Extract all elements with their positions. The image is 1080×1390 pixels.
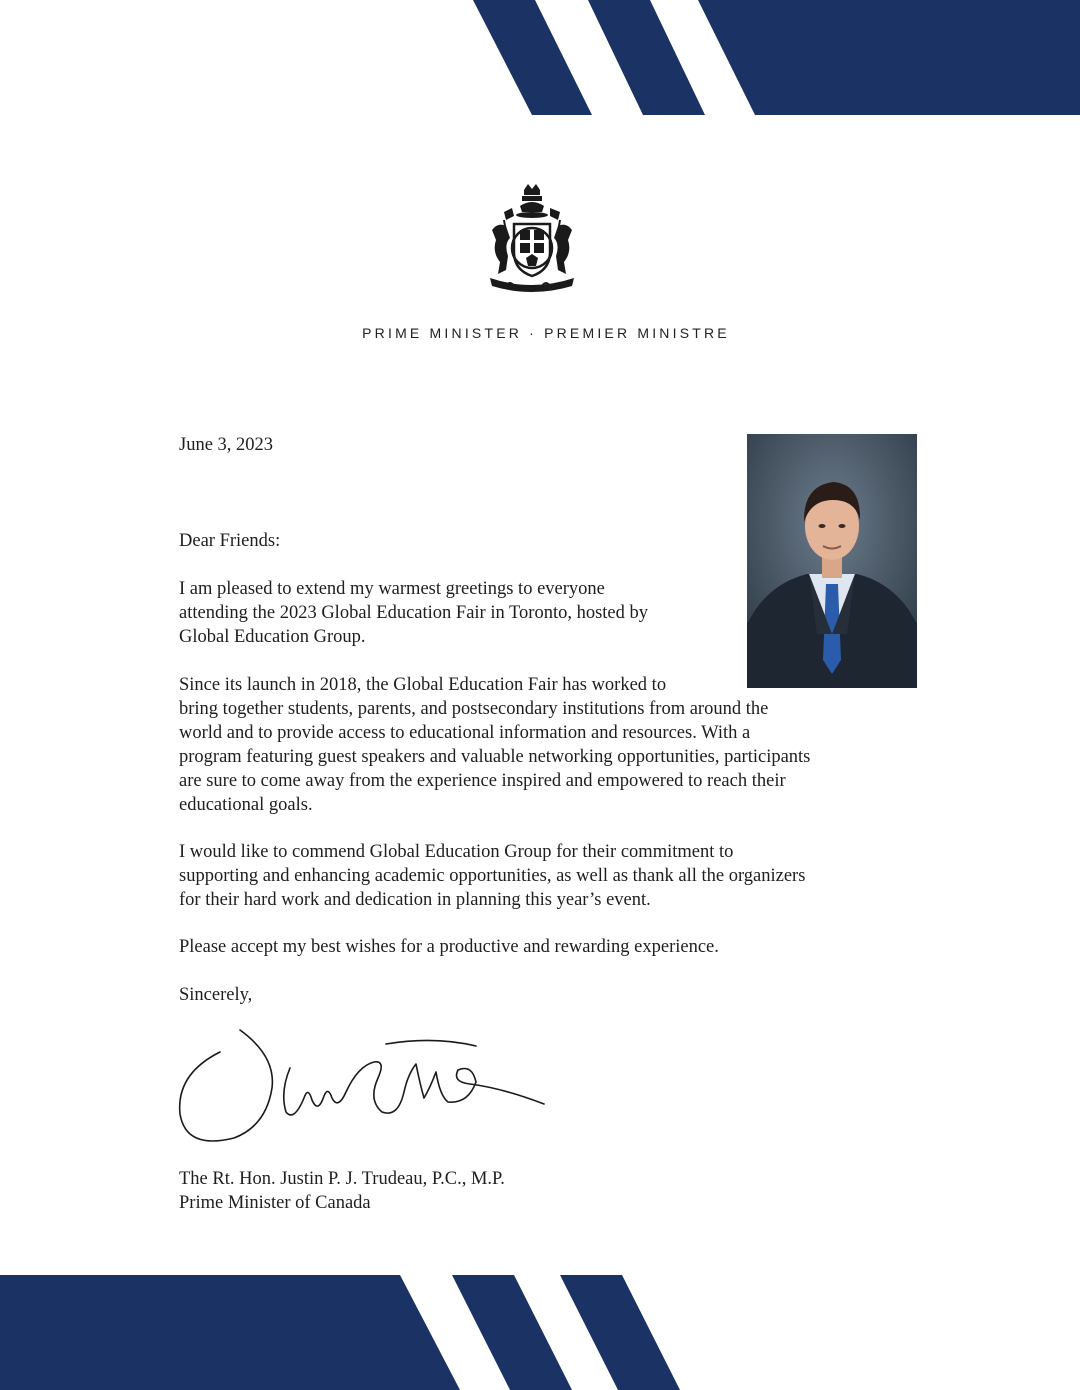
signature-block (179, 1167, 505, 1215)
portrait-illustration (747, 434, 917, 688)
coat-of-arms-icon (484, 182, 580, 300)
top-stripe-band (0, 0, 1080, 115)
paragraph-line: program featuring guest speakers and valuable networking opportunities, participants (179, 747, 811, 767)
bottom-stripe-3 (560, 1275, 680, 1390)
letter-paragraph-4 (179, 935, 899, 959)
top-stripe-2 (588, 0, 705, 115)
paragraph-line: bring together students, parents, and postsecondary institutions from around the (179, 699, 769, 719)
office-title: PRIME MINISTER · PREMIER MINISTRE (362, 325, 730, 341)
paragraph-line: educational goals. (179, 795, 313, 815)
letter-salutation: Dear Friends: (179, 531, 281, 551)
bottom-stripe-2 (452, 1275, 572, 1390)
paragraph-line: are sure to come away from the experience inspired and empowered to reach their (179, 771, 786, 791)
paragraph-line: I am pleased to extend my warmest greetings to everyone (179, 579, 605, 599)
letter-paragraph-1 (179, 577, 739, 649)
bottom-stripe-band (0, 1275, 1080, 1390)
signature-image (172, 1026, 552, 1144)
letter-date: June 3, 2023 (179, 435, 274, 455)
portrait-photo (747, 434, 917, 688)
bottom-stripe-1 (0, 1275, 460, 1390)
paragraph-line: Please accept my best wishes for a productive and rewarding experience. (179, 937, 719, 957)
paragraph-line: Global Education Group. (179, 627, 366, 647)
letter-paragraph-3 (179, 840, 899, 912)
paragraph-line: Since its launch in 2018, the Global Education Fair has worked to (179, 675, 667, 695)
paragraph-line: attending the 2023 Global Education Fair in Toronto, hosted by (179, 603, 649, 623)
signatory-title: Prime Minister of Canada (179, 1193, 371, 1213)
paragraph-line: for their hard work and dedication in planning this year’s event. (179, 890, 651, 910)
signatory-name: The Rt. Hon. Justin P. J. Trudeau, P.C., M.P. (179, 1169, 505, 1189)
top-stripe-1 (473, 0, 592, 115)
letter-closing: Sincerely, (179, 985, 253, 1005)
letter-paragraph-2 (179, 673, 899, 817)
paragraph-line: I would like to commend Global Education Group for their commitment to (179, 842, 734, 862)
paragraph-line: world and to provide access to educational information and resources. With a (179, 723, 751, 743)
top-stripe-3 (698, 0, 1080, 115)
paragraph-line: supporting and enhancing academic opportunities, as well as thank all the organizers (179, 866, 806, 886)
